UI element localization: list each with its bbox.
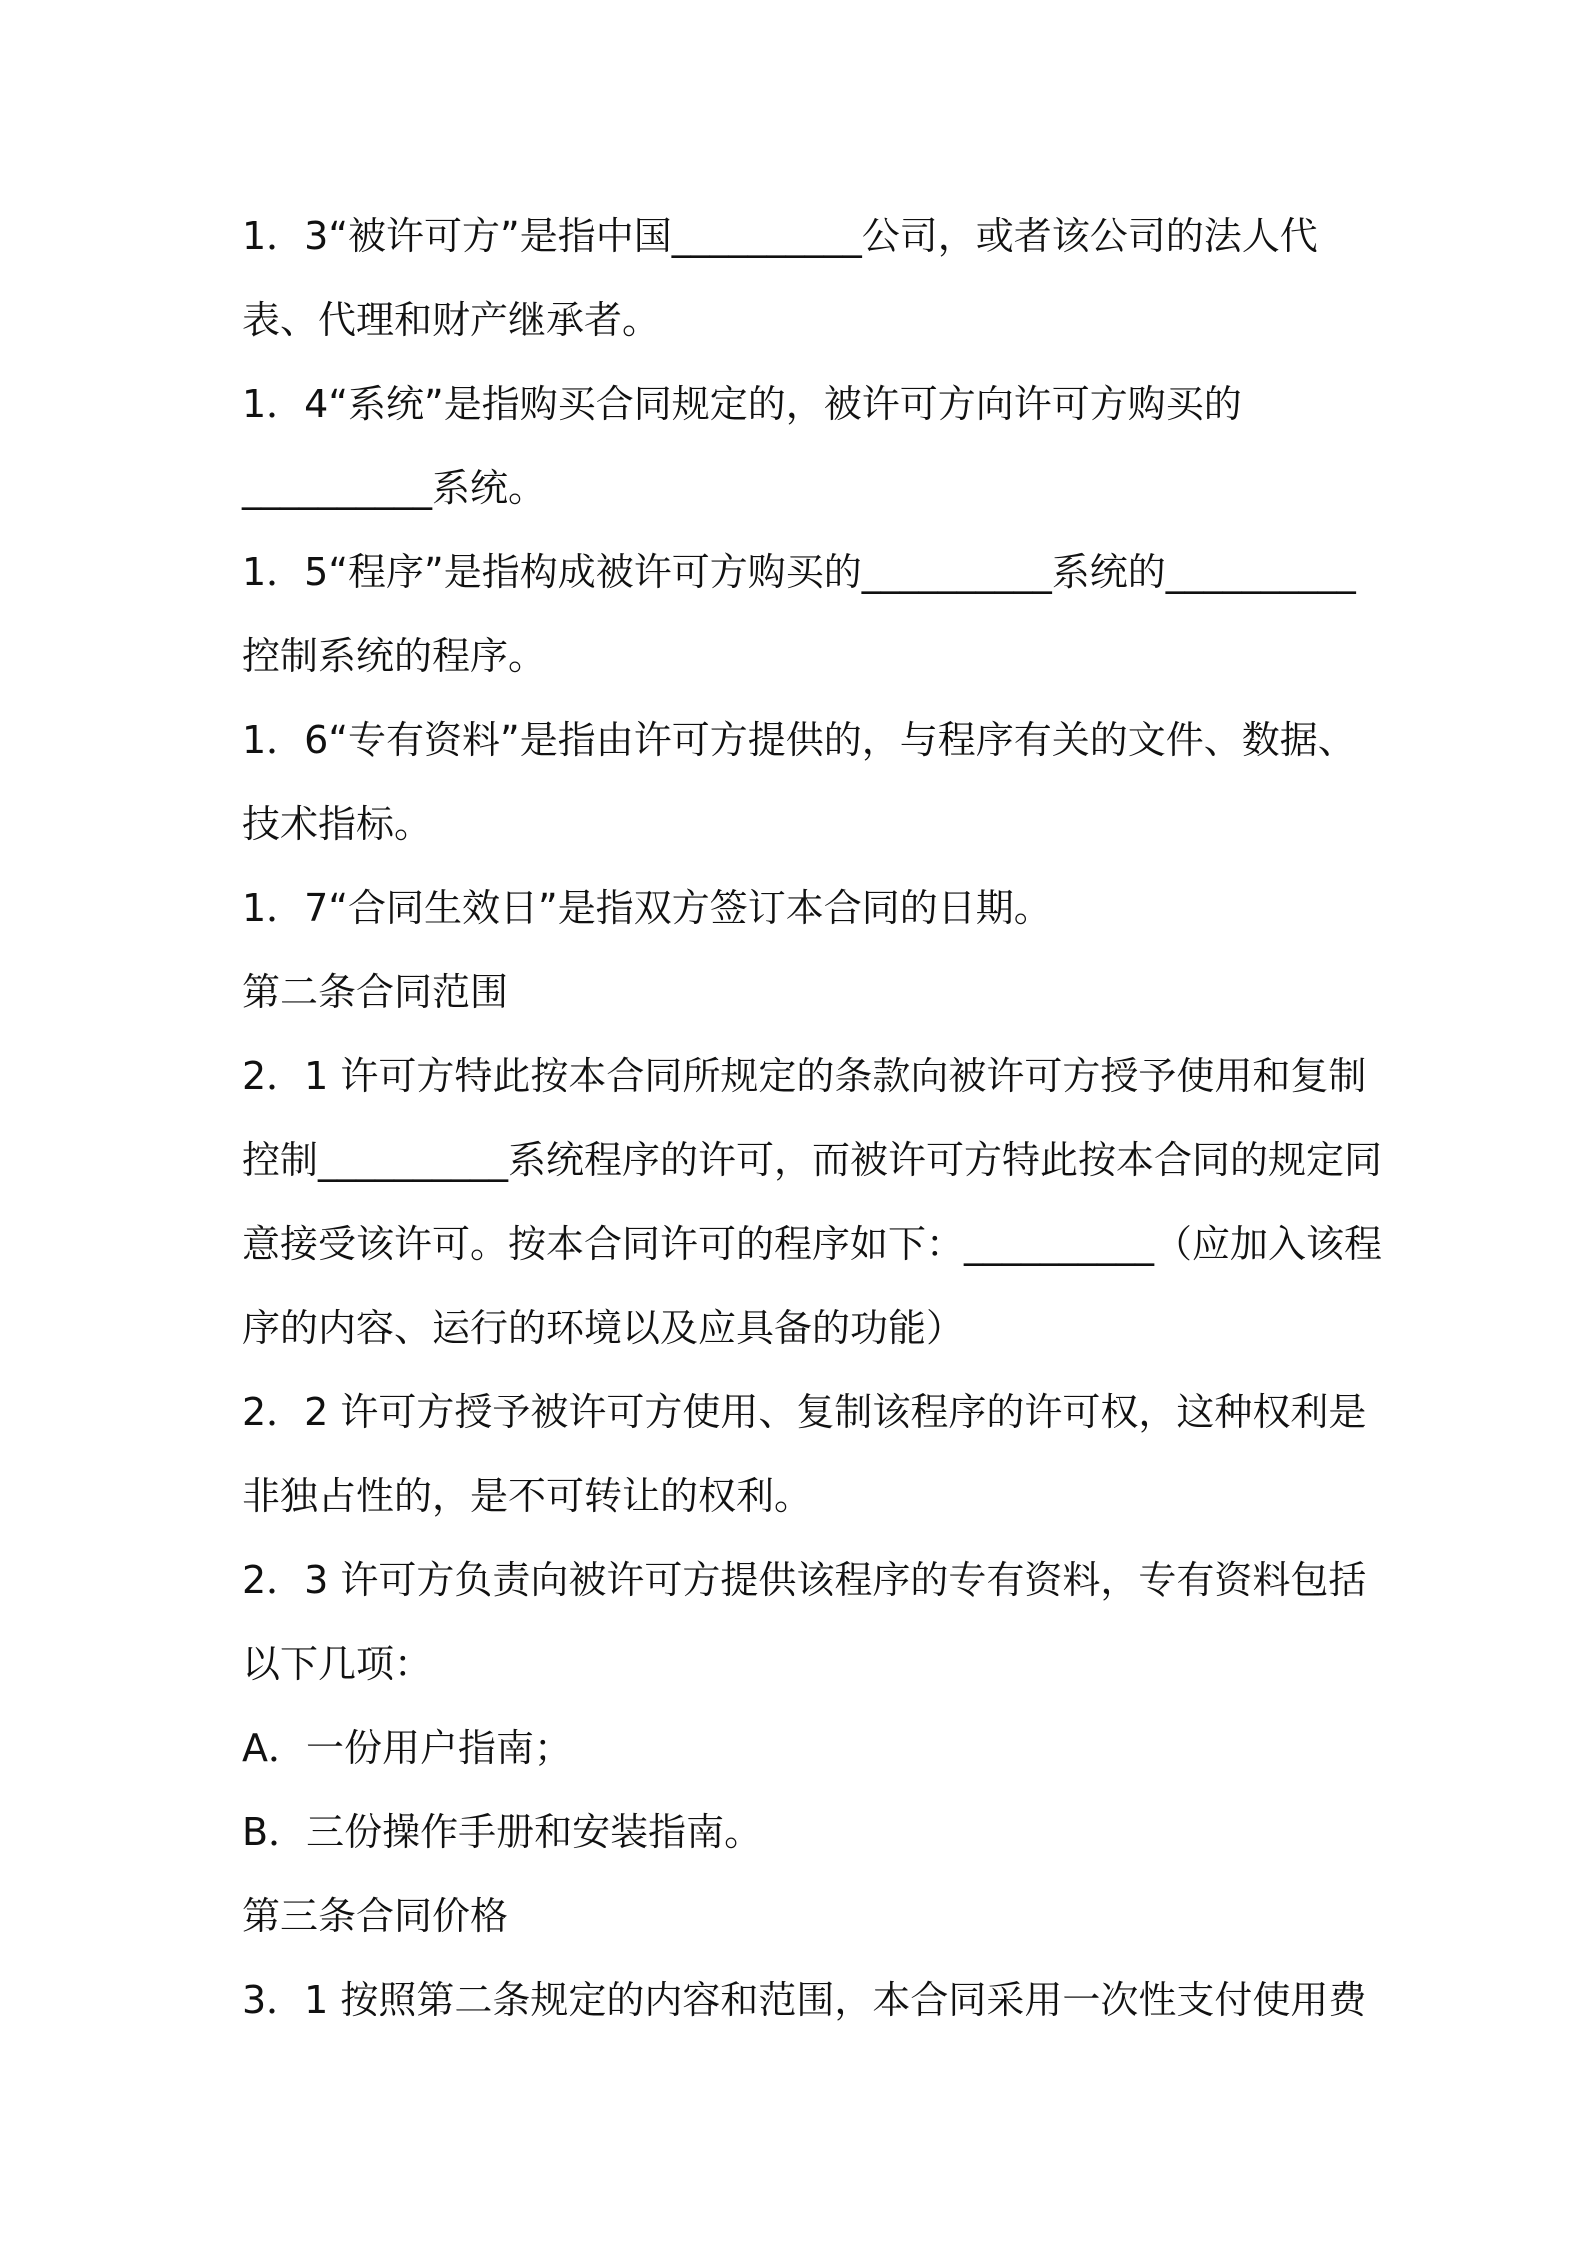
clause-1-3-line-2: 表、代理和财产继承者。 (242, 298, 661, 342)
clause-1-5-line-1: 1．5“程序”是指构成被许可方购买的__________系统的__________ (242, 550, 1356, 594)
clause-1-4-line-1: 1．4“系统”是指购买合同规定的，被许可方向许可方购买的 (242, 382, 1242, 426)
clause-1-4-line-2: __________系统。 (242, 466, 547, 510)
clause-2-1-line-1: 2．1 许可方特此按本合同所规定的条款向被许可方授予使用和复制 (242, 1054, 1367, 1098)
clause-1-3-line-1: 1．3“被许可方”是指中国__________公司，或者该公司的法人代 (242, 214, 1318, 258)
clause-2-1-line-4: 序的内容、运行的环境以及应具备的功能） (242, 1306, 965, 1350)
clause-2-2-line-1: 2．2 许可方授予被许可方使用、复制该程序的许可权，这种权利是 (242, 1390, 1367, 1434)
clause-2-1-line-3: 意接受该许可。按本合同许可的程序如下：__________（应加入该程 (242, 1222, 1383, 1266)
clause-3-1-line-1: 3．1 按照第二条规定的内容和范围，本合同采用一次性支付使用费 (242, 1978, 1367, 2022)
clause-1-7: 1．7“合同生效日”是指双方签订本合同的日期。 (242, 886, 1052, 930)
clause-2-3-item-b: B．三份操作手册和安装指南。 (242, 1810, 763, 1854)
clause-1-6-line-2: 技术指标。 (242, 802, 433, 846)
clause-2-1-line-2: 控制__________系统程序的许可，而被许可方特此按本合同的规定同 (242, 1138, 1383, 1182)
article-3-heading: 第三条合同价格 (242, 1894, 509, 1938)
clause-1-5-line-2: 控制系统的程序。 (242, 634, 547, 678)
clause-2-2-line-2: 非独占性的，是不可转让的权利。 (242, 1474, 813, 1518)
clause-1-6-line-1: 1．6“专有资料”是指由许可方提供的，与程序有关的文件、数据、 (242, 718, 1356, 762)
clause-2-3-line-1: 2．3 许可方负责向被许可方提供该程序的专有资料，专有资料包括 (242, 1558, 1367, 1602)
clause-2-3-line-2: 以下几项： (242, 1642, 433, 1686)
contract-text-body (242, 194, 1383, 2042)
clause-2-3-item-a: A．一份用户指南； (242, 1726, 572, 1770)
article-2-heading: 第二条合同范围 (242, 970, 509, 1014)
